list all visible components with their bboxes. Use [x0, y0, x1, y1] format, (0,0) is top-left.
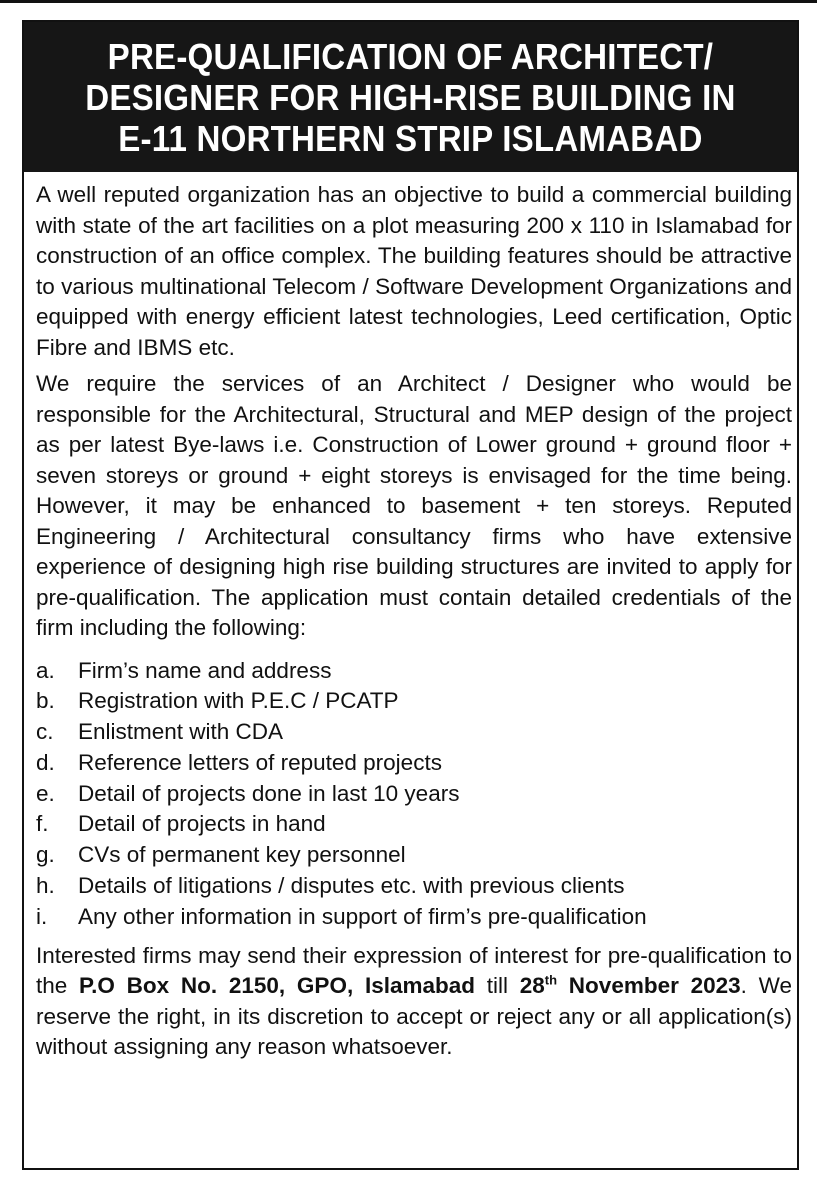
title-line-2: DESIGNER FOR HIGH-RISE BUILDING IN [85, 76, 736, 118]
deadline-month-year: November 2023 [557, 973, 741, 999]
list-item [36, 748, 792, 779]
postal-address: P.O Box No. 2150, GPO, Islamabad [79, 973, 475, 999]
list-marker: e. [36, 780, 55, 806]
top-rule [0, 0, 817, 3]
list-item-text: Details of litigations / disputes etc. with previous clients [78, 873, 625, 899]
list-marker: i. [36, 903, 48, 929]
title-line-3: E-11 NORTHERN STRIP ISLAMABAD [118, 117, 703, 159]
closing-text-1: Interested firms may send their expression of interest for pre-qualification to the [36, 942, 792, 999]
title-line-1: PRE-QUALIFICATION OF ARCHITECT/ [107, 35, 714, 77]
list-item [36, 902, 792, 933]
list-item-text: CVs of permanent key personnel [78, 842, 406, 868]
list-item [36, 779, 792, 810]
list-item-text: Detail of projects done in last 10 years [78, 780, 460, 806]
list-marker: b. [36, 688, 55, 714]
list-item [36, 871, 792, 902]
advertisement-frame [22, 20, 799, 1170]
list-item-text: Detail of projects in hand [78, 811, 326, 837]
list-item [36, 840, 792, 871]
list-item-text: Any other information in support of firm’s pre-qualification [78, 903, 647, 929]
title-banner [24, 22, 797, 172]
page-title [85, 36, 735, 159]
list-marker: h. [36, 873, 55, 899]
credentials-list [36, 656, 792, 933]
list-item-text: Enlistment with CDA [78, 719, 284, 745]
closing-text-3: . We reserve the right, in its discretion to accept or reject any or all application(s) without assigning any reason whatsoever. [36, 973, 792, 1060]
list-item-text: Reference letters of reputed projects [78, 749, 442, 775]
closing-paragraph [36, 941, 792, 1063]
list-item [36, 656, 792, 687]
list-item-text: Firm’s name and address [78, 657, 332, 683]
list-marker: a. [36, 657, 55, 683]
list-marker: c. [36, 719, 54, 745]
list-item [36, 686, 792, 717]
advertisement-body [36, 180, 792, 1063]
closing-text-2: till [475, 973, 520, 999]
deadline-date [520, 973, 741, 998]
list-item [36, 809, 792, 840]
list-marker: f. [36, 811, 49, 837]
list-item-text: Registration with P.E.C / PCATP [78, 688, 399, 714]
requirements-paragraph: We require the services of an Architect / Designer who would be responsible for the Architectural, Structural and MEP design of the project as per latest Bye-laws i.e. Construction of Lower ground + ground floor + seven storeys or ground + eight storeys is envisaged for the time being. However, it may be enhanced to basement + ten storeys. Reputed Engineering / Architectural consultancy firms who have extensive experience of designing high rise building structures are invited to apply for pre-qualification. The application must contain detailed credentials of the firm including the following: [36, 371, 792, 640]
deadline-day: 28 [519, 973, 545, 999]
list-marker: d. [36, 749, 55, 775]
intro-paragraph: A well reputed organization has an objective to build a commercial building with state of the art facilities on a plot measuring 200 x 110 in Islamabad for construction of an office complex. The building features should be attractive to various multinational Telecom / Software Development Organizations and equipped with energy efficient latest technologies, Leed certification, Optic Fibre and IBMS etc. [36, 182, 792, 360]
list-item [36, 717, 792, 748]
deadline-suffix: th [544, 972, 558, 988]
list-marker: g. [36, 842, 55, 868]
